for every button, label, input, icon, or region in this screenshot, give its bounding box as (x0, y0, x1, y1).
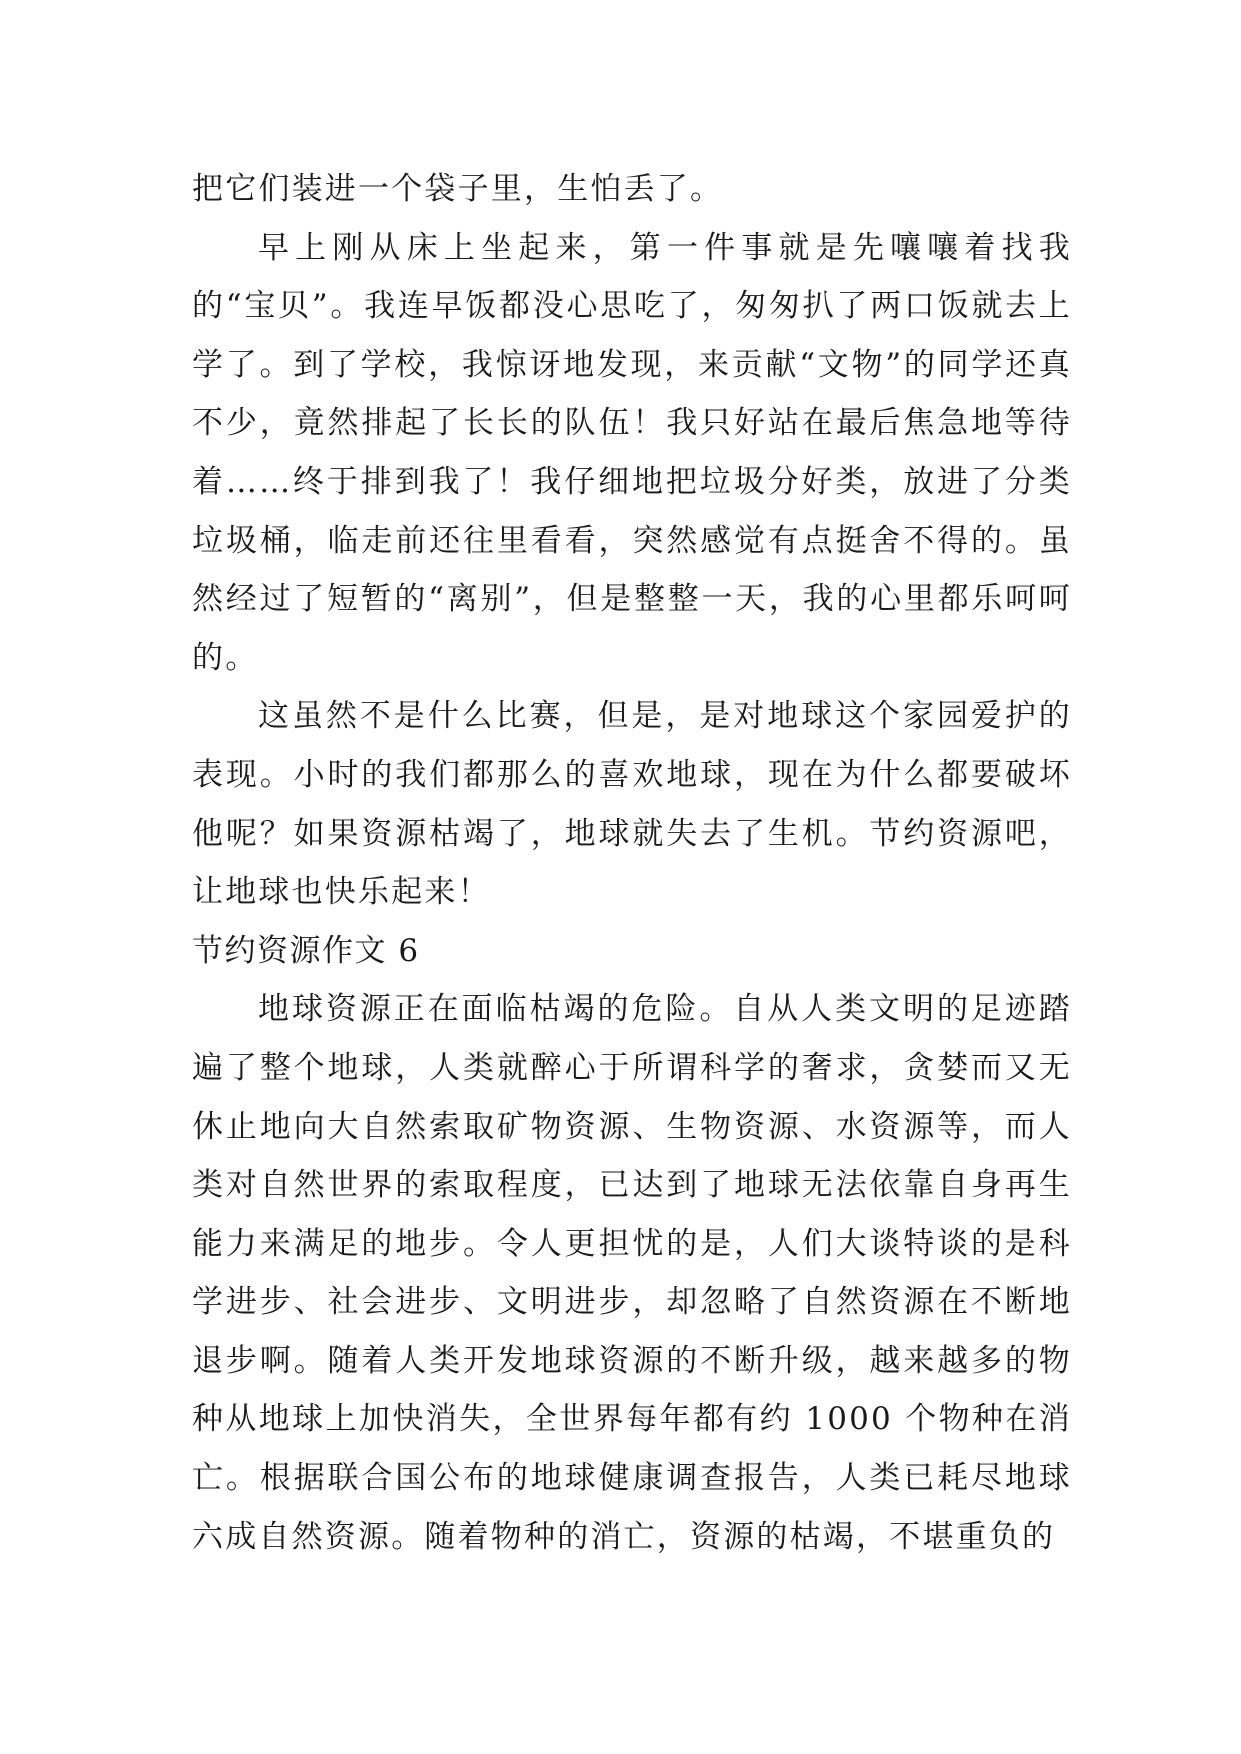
paragraph-3: 这虽然不是什么比赛，但是，是对地球这个家园爱护的表现。小时的我们都那么的喜欢地球，现在为什么都要破坏他呢？如果资源枯竭了，地球就失去了生机。节约资源吧，让地球也快乐起来！ (192, 698, 1072, 911)
paragraph-2: 早上刚从床上坐起来，第一件事就是先嚷嚷着找我的“宝贝”。我连早饭都没心思吃了，匆匆扒了两口饭就去上学了。到了学校，我惊讶地发现，来贡献“文物”的同学还真不少，竟然排起了长长的队伍！我只好站在最后焦急地等待着……终于排到我了！我仔细地把垃圾分好类，放进了分类垃圾桶，临走前还往里看看，突然感觉有点挺舍不得的。虽然经过了短暂的“离别”，但是整整一天，我的心里都乐呵呵的。 (192, 229, 1072, 676)
paragraph-4: 地球资源正在面临枯竭的危险。自从人类文明的足迹踏遍了整个地球，人类就醉心于所谓科学的奢求，贪婪而又无休止地向大自然索取矿物资源、生物资源、水资源等，而人类对自然世界的索取程度，已达到了地球无法依靠自身再生能力来满足的地步。令人更担忧的是，人们大谈特谈的是科学进步、社会进步、文明进步，却忽略了自然资源在不断地退步啊。随着人类开发地球资源的不断升级，越来越多的物种从地球上加快消失，全世界每年都有约 1000 个物种在消亡。根据联合国公布的地球健康调查报告，人类已耗尽地球六成自然资源。随着物种的消亡，资源的枯竭，不堪重负的 (192, 991, 1072, 1555)
section-heading: 节约资源作文 6 (192, 932, 420, 969)
paragraph-1: 把它们装进一个袋子里，生怕丢了。 (192, 171, 724, 207)
document-body (192, 160, 1072, 1566)
